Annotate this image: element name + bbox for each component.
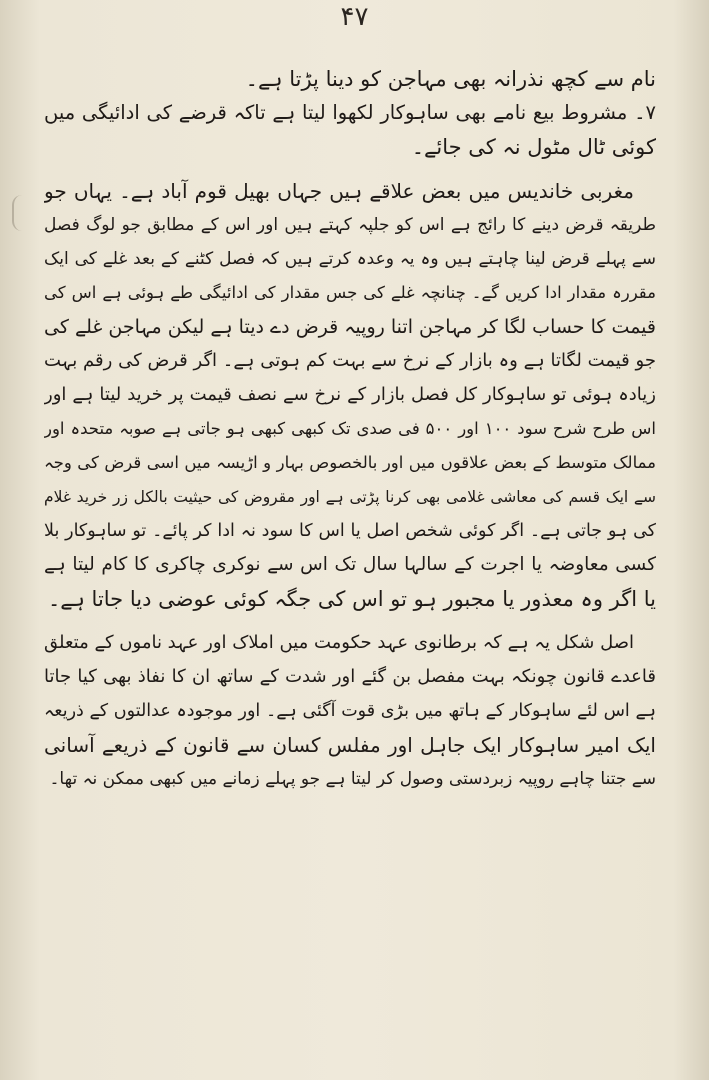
text-line: سے جتنا چاہے روپیہ زبردستی وصول کر لیتا ہے جو پہلے زمانے میں کبھی ممکن نہ تھا۔ bbox=[49, 769, 656, 789]
text-line: یا اگر وہ معذور یا مجبور ہو تو اس کی جگہ کوئی عوضی دیا جاتا ہے۔ bbox=[47, 587, 656, 611]
text-line: نام سے کچھ نذرانہ بھی مہاجن کو دینا پڑتا ہے۔ bbox=[245, 67, 656, 91]
text-line: کوئی ٹال مٹول نہ کی جائے۔ bbox=[411, 135, 656, 159]
text-line: سے ایک قسم کی معاشی غلامی بھی کرنا پڑتی ہے اور مقروض کی حیثیت بالکل زر خرید غلام bbox=[44, 488, 656, 506]
text-line: قاعدے قانون چونکہ بہت مفصل بن گئے اور شدت کے ساتھ ان کا نفاذ بھی کیا جاتا bbox=[44, 666, 656, 687]
text-line: مغربی خاندیس میں بعض علاقے ہیں جہاں بھیل قوم آباد ہے۔ یہاں جو bbox=[44, 179, 634, 203]
text-line: کسی معاوضہ یا اجرت کے سالہا سال تک اس سے نوکری چاکری کا کام لیتا ہے bbox=[44, 554, 656, 575]
text-line: ایک امیر ساہوکار ایک جاہل اور مفلس کسان سے قانون کے ذریعے آسانی bbox=[44, 733, 656, 757]
text-line: زیادہ ہوئی تو ساہوکار کل فصل بازار کے نرخ سے نصف قیمت پر خرید لیتا ہے اور bbox=[44, 384, 656, 405]
paragraph-1 bbox=[44, 62, 656, 96]
text-line: قیمت کا حساب لگا کر مہاجن اتنا روپیہ قرض دے دیتا ہے لیکن مہاجن غلے کی bbox=[44, 316, 656, 338]
page-number: ۴۷ bbox=[340, 2, 369, 32]
text-line: مقررہ مقدار ادا کریں گے۔ چنانچہ غلے کی جس مقدار کی ادائیگی طے ہوئی ہے اس کی bbox=[44, 283, 656, 302]
text-line: اس طرح شرح سود ۱۰۰ اور ۵۰۰ فی صدی تک کبھی کبھی ہو جاتی ہے صوبہ متحدہ اور bbox=[44, 419, 656, 438]
text-line: ہے اس لئے ساہوکار کے ہاتھ میں بڑی قوت آگئی ہے۔ اور موجودہ عدالتوں کے ذریعہ bbox=[44, 701, 656, 721]
text-line: سے پہلے قرض لینا چاہتے ہیں وہ یہ وعدہ کرتے ہیں کہ فصل کٹنے کے بعد غلے کی ایک bbox=[44, 249, 656, 269]
paragraph-4 bbox=[44, 626, 656, 796]
paragraph-3 bbox=[44, 174, 656, 616]
page-body-text bbox=[44, 62, 656, 796]
text-line: ۷۔ مشروط بیع نامے بھی ساہوکار لکھوا لیتا ہے تاکہ قرضے کی ادائیگی میں bbox=[44, 101, 656, 124]
margin-pencil-mark bbox=[12, 195, 32, 231]
text-line: اصل شکل یہ ہے کہ برطانوی عہد حکومت میں املاک اور عہد ناموں کے متعلق bbox=[44, 632, 634, 653]
paragraph-2 bbox=[44, 96, 656, 164]
text-line: جو قیمت لگاتا ہے وہ بازار کے نرخ سے بہت کم ہوتی ہے۔ اگر قرض کی رقم بہت bbox=[44, 350, 656, 371]
text-line: طریقہ قرض دینے کا رائج ہے اس کو جلپہ کہتے ہیں اور اس کے مطابق جو لوگ فصل bbox=[44, 215, 656, 235]
text-line: کی ہو جاتی ہے۔ اگر کوئی شخص اصل یا اس کا سود نہ ادا کر پائے۔ تو ساہوکار بلا bbox=[44, 521, 656, 541]
text-line: ممالک متوسط کے بعض علاقوں میں اور بالخصوص بہار و اڑیسہ میں اسی قرض کی وجہ bbox=[44, 453, 656, 472]
